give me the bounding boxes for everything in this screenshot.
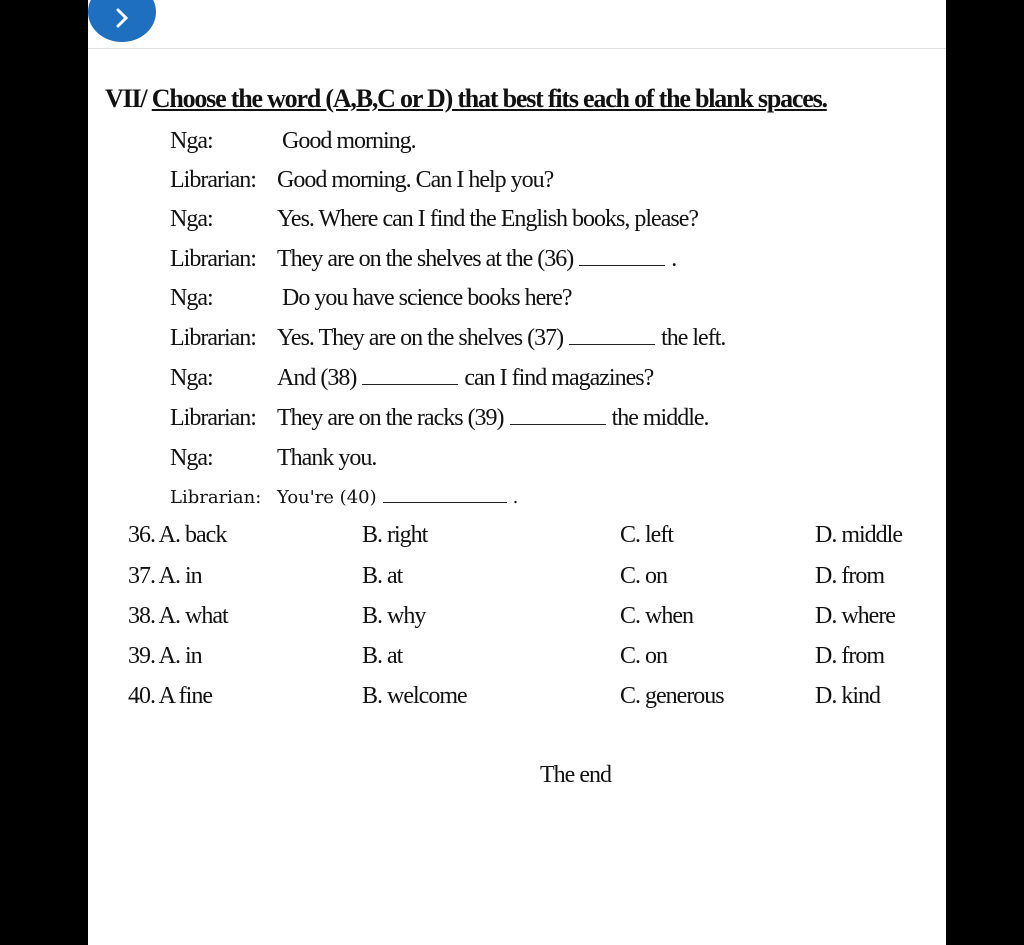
answer-blank-38	[362, 366, 458, 385]
speaker: Librarian:	[170, 325, 256, 351]
option-40-d: D. kind	[815, 683, 880, 709]
option-37-c: C. on	[620, 563, 668, 589]
option-37-b: B. at	[362, 563, 403, 589]
speaker: Nga:	[170, 128, 213, 154]
answer-blank-39	[510, 406, 606, 425]
speaker: Nga:	[170, 206, 213, 232]
option-36-a: 36. A. back	[128, 522, 227, 548]
option-38-b: B. why	[362, 603, 426, 629]
option-39-c: C. on	[620, 643, 668, 669]
utterance: Yes. They are on the shelves (37)	[277, 325, 564, 351]
exercise-heading	[105, 84, 827, 114]
utterance: They are on the racks (39)	[277, 405, 504, 431]
utterance: They are on the shelves at the (36)	[277, 246, 574, 272]
option-38-a: 38. A. what	[128, 603, 228, 629]
option-39-d: D. from	[815, 643, 884, 669]
option-37-a: 37. A. in	[128, 563, 202, 589]
answer-blank-37	[569, 326, 655, 345]
the-end-text: The end	[540, 762, 611, 788]
top-bar	[88, 0, 946, 49]
utterance-end: the left.	[661, 325, 726, 351]
answer-blank-40	[383, 488, 507, 503]
option-36-c: C. left	[620, 522, 673, 548]
utterance: Good morning.	[282, 128, 416, 154]
utterance: And (38)	[277, 365, 357, 391]
option-38-c: C. when	[620, 603, 693, 629]
option-39-b: B. at	[362, 643, 403, 669]
option-36-d: D. middle	[815, 522, 902, 548]
option-37-d: D. from	[815, 563, 884, 589]
option-36-b: B. right	[362, 522, 428, 548]
option-40-b: B. welcome	[362, 683, 467, 709]
speaker: Nga:	[170, 285, 213, 311]
utterance: You're (40)	[277, 487, 377, 508]
utterance: Do you have science books here?	[282, 285, 572, 311]
utterance: Good morning. Can I help you?	[277, 167, 554, 193]
option-38-d: D. where	[815, 603, 895, 629]
utterance-end: .	[512, 487, 519, 508]
speaker: Nga:	[170, 445, 213, 471]
utterance-end: the middle.	[611, 405, 709, 431]
utterance-end: .	[671, 246, 677, 272]
speaker: Librarian:	[170, 487, 262, 508]
option-39-a: 39. A. in	[128, 643, 202, 669]
speaker: Nga:	[170, 365, 213, 391]
exercise-number: VII/	[105, 84, 152, 113]
utterance: Thank you.	[277, 445, 377, 471]
option-40-a: 40. A fine	[128, 683, 212, 709]
answer-blank-36	[579, 247, 665, 266]
speaker: Librarian:	[170, 405, 256, 431]
worksheet-page	[88, 0, 946, 945]
chevron-right-icon	[111, 7, 133, 29]
speaker: Librarian:	[170, 246, 256, 272]
speaker: Librarian:	[170, 167, 256, 193]
utterance: Yes. Where can I find the English books, please?	[277, 206, 699, 232]
utterance-end: can I find magazines?	[464, 365, 654, 391]
exercise-instruction: Choose the word (A,B,C or D) that best fits each of the blank spaces.	[151, 84, 827, 113]
option-40-c: C. generous	[620, 683, 724, 709]
